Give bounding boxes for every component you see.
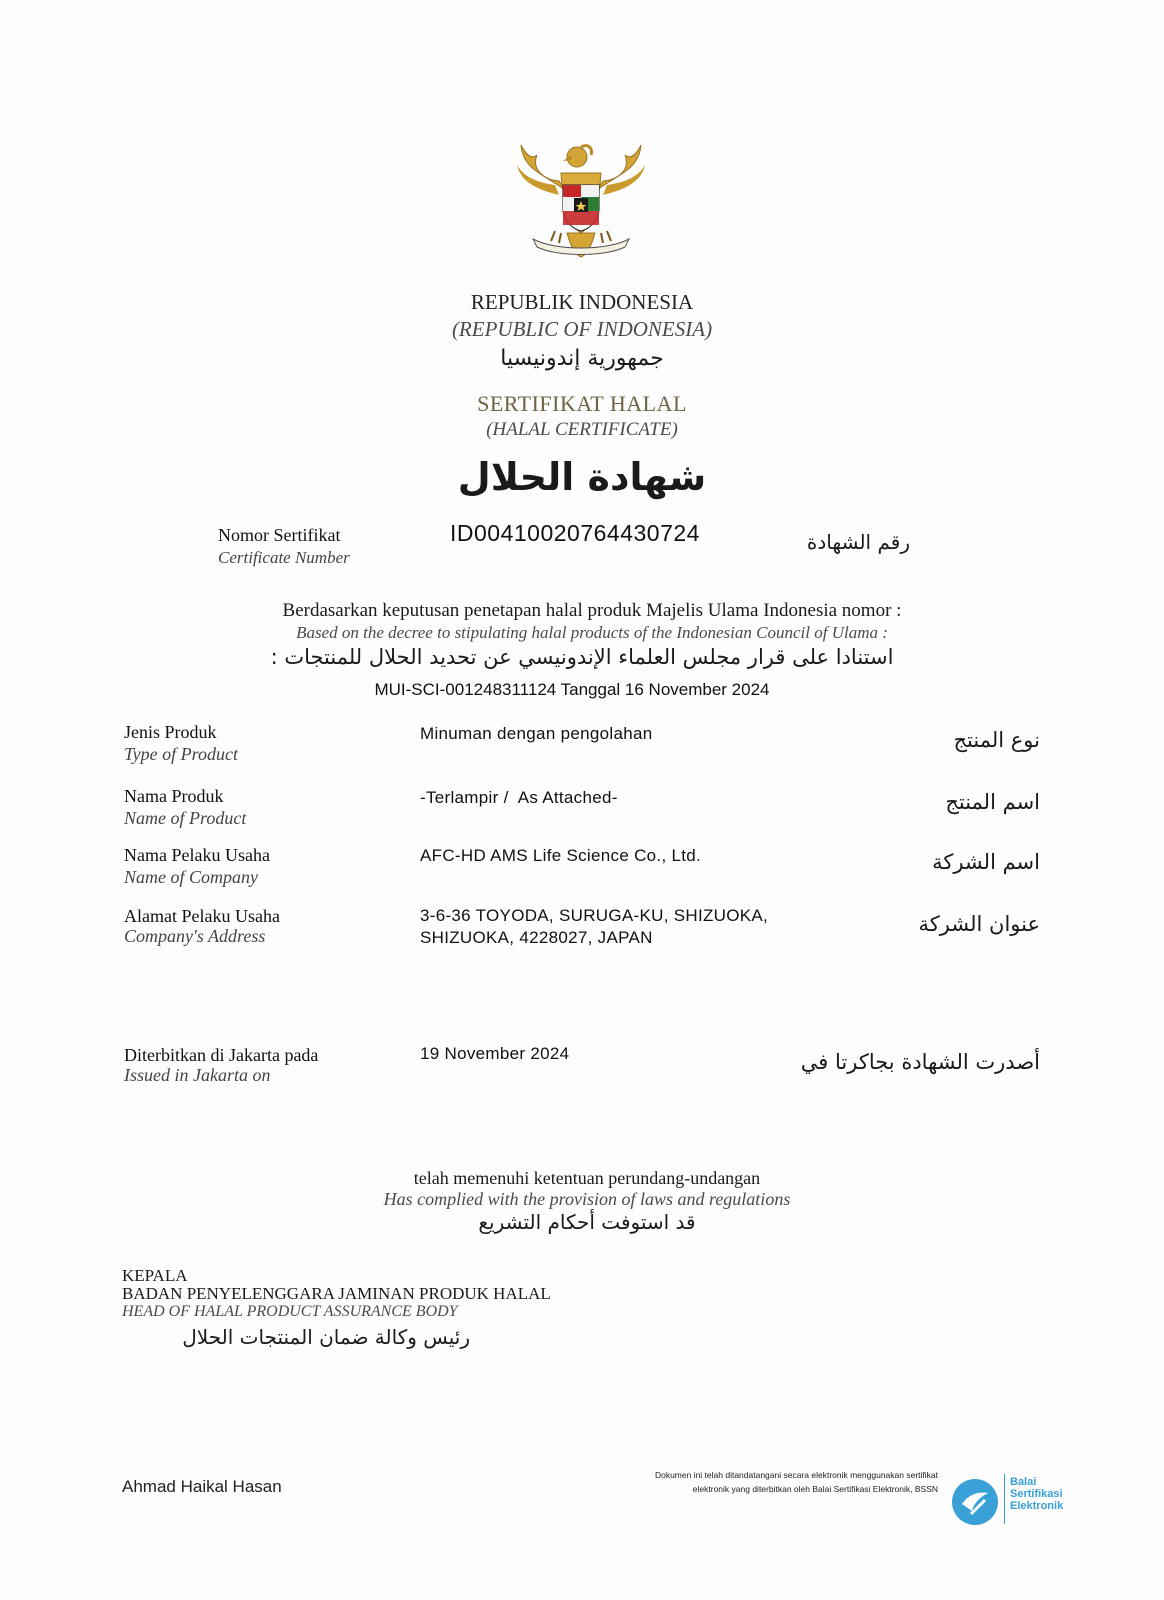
country-name-id: REPUBLIK INDONESIA — [470, 290, 694, 314]
garuda-emblem-icon — [515, 135, 647, 277]
signatory-name: Ahmad Haikal Hasan — [122, 1477, 282, 1496]
product-type-label-en: Type of Product — [124, 744, 238, 764]
compliance-text-id: telah memenuhi ketentuan perundang-undangan — [413, 1168, 761, 1188]
decree-text-en: Based on the decree to stipulating halal products of the Indonesian Council of Ulama : — [296, 623, 888, 642]
bsre-logo-divider — [1004, 1474, 1005, 1524]
issued-label-id: Diterbitkan di Jakarta pada — [124, 1045, 319, 1065]
esign-note — [540, 1468, 938, 1496]
bsre-logo-icon — [950, 1477, 1000, 1527]
product-type-label-ar: نوع المنتج — [953, 728, 1040, 752]
compliance-text-en: Has complied with the provision of laws and regulations — [383, 1189, 791, 1209]
product-name-label-ar: اسم المنتج — [945, 790, 1040, 814]
certificate-number-label-en: Certificate Number — [218, 548, 350, 567]
company-name-value: AFC-HD AMS Life Science Co., Ltd. — [420, 846, 702, 865]
certificate-title-id: SERTIFIKAT HALAL — [477, 391, 687, 416]
product-name-label-id: Nama Produk — [124, 786, 224, 806]
bsre-logo-text — [1010, 1476, 1063, 1512]
company-address-value-line1: 3-6-36 TOYODA, SURUGA-KU, SHIZUOKA, — [420, 906, 769, 925]
company-address-value-line2: SHIZUOKA, 4228027, JAPAN — [420, 928, 653, 947]
decree-reference: MUI-SCI-001248311124 Tanggal 16 November 2024 — [374, 680, 770, 699]
esign-note-line1: Dokumen ini telah ditandatangani secara elektronik menggunakan sertifikat — [654, 1470, 938, 1480]
signatory-line1: KEPALA — [122, 1266, 188, 1285]
certificate-title-en: (HALAL CERTIFICATE) — [486, 419, 678, 440]
company-name-label-id: Nama Pelaku Usaha — [124, 845, 270, 865]
signatory-line2: BADAN PENYELENGGARA JAMINAN PRODUK HALAL — [122, 1284, 551, 1303]
company-name-label-ar: اسم الشركة — [932, 850, 1040, 874]
company-address-label-id: Alamat Pelaku Usaha — [124, 906, 280, 926]
product-type-label-id: Jenis Produk — [124, 722, 217, 742]
country-name-en: (REPUBLIC OF INDONESIA) — [451, 317, 713, 341]
company-name-label-en: Name of Company — [124, 867, 258, 887]
issued-label-ar: أصدرت الشهادة بجاكرتا في — [800, 1050, 1040, 1074]
signatory-line-ar: رئيس وكالة ضمان المنتجات الحلال — [182, 1325, 470, 1349]
issued-label-en: Issued in Jakarta on — [124, 1065, 271, 1085]
decree-text-id: Berdasarkan keputusan penetapan halal produk Majelis Ulama Indonesia nomor : — [282, 600, 902, 621]
product-name-label-en: Name of Product — [124, 808, 247, 828]
certificate-title-ar: شهادة الحلال — [457, 455, 707, 499]
certificate-number-label-ar: رقم الشهادة — [806, 530, 910, 554]
company-address-label-ar: عنوان الشركة — [918, 912, 1040, 936]
esign-note-line2: elektronik yang diterbitkan oleh Balai Sertifikasi Elektronik, BSSN — [692, 1484, 938, 1494]
country-name-ar: جمهورية إندونيسيا — [500, 346, 664, 371]
product-type-value: Minuman dengan pengolahan — [420, 724, 653, 743]
signatory-line-en: HEAD OF HALAL PRODUCT ASSURANCE BODY — [122, 1303, 458, 1320]
product-name-value: -Terlampir / As Attached- — [420, 788, 618, 807]
bsre-text-line2: Sertifikasi — [1010, 1488, 1063, 1500]
company-address-label-en: Company's Address — [124, 926, 266, 946]
decree-text-ar: استنادا على قرار مجلس العلماء الإندونيسي عن تحديد الحلال للمنتجات : — [270, 645, 894, 669]
compliance-text-ar: قد استوفت أحكام التشريع — [478, 1210, 696, 1234]
certificate-number-label-id: Nomor Sertifikat — [218, 525, 341, 545]
issued-date: 19 November 2024 — [420, 1044, 570, 1063]
bsre-text-line1: Balai — [1010, 1476, 1037, 1488]
bsre-text-line3: Elektronik — [1010, 1500, 1064, 1512]
certificate-number: ID00410020764430724 — [450, 520, 700, 546]
